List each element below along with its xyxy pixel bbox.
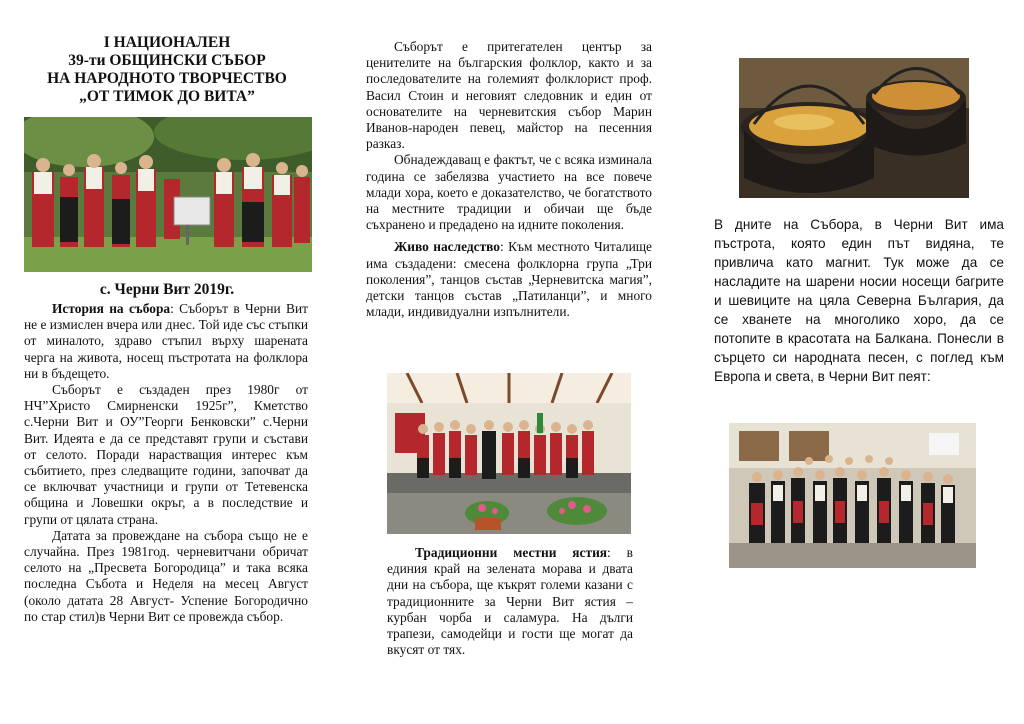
heritage-text: : Към местното Читалище има създадени: смесена фолклорна група „Три поколения”, танцов състав „Черневитска магия”, детски танцов състав „Патиланци”, и много млади, индивидуални изпълнители. (366, 239, 652, 320)
center-paragraph: Съборът е притегателен център за ценителите на българския фолклор, както и за последователите на големият фолклорист проф. Васил Стоин и неговият следовник и един от основателите на черневитския събор Марин Иванов-народен певец, майстор на песенния разказ. (366, 39, 652, 152)
food-label: Традиционни местни ястия (415, 545, 608, 560)
heritage-label: Живо наследство (394, 239, 500, 255)
title-line-2: 39-ти ОБЩИНСКИ СЪБОР (68, 52, 266, 69)
atmosphere-paragraph: В дните на Събора, в Черни Вит има пъстрота, която един път видяна, те привлича като магнит. Тук може да се насладите на шарени носии носещи багрите и шевиците на цяла Северна България, да се хванете на многолико хоро, да се потопите в красотата на Балкана. Понесли в сърцето си народната песен, с поглед към Европа и света, в Черни Вит пеят: (714, 217, 1004, 384)
food-paragraph (387, 545, 633, 658)
column-middle (366, 39, 652, 320)
place-and-year: с. Черни Вит 2019г. (99, 281, 235, 298)
heritage-paragraph (366, 239, 652, 320)
history-text: : Съборът в Черни Вит не е измислен вчера или днес. Той иде със стъпки от миналото, здраво стъпил върху шарената черга на живота, носещ пъстротата на фолклора ни в бъдещето. (24, 301, 308, 381)
column-right (714, 215, 1004, 386)
cauldrons-photo (734, 48, 974, 198)
group-photo-steps (729, 423, 976, 568)
youth-paragraph: Обнадеждаващ е фактът, че с всяка изминала година се забелязва участието на все повече млади хора, което е доказателство, че богатството на местните традиции и обичаи ще бъде съхранено и предадено на идните поколения. (366, 152, 652, 233)
title-line-3: НА НАРОДНОТО ТВОРЧЕСТВО (47, 70, 287, 87)
founding-paragraph: Съборът е създаден през 1980г от НЧ”Христо Смирненски 1925г”, Кметство с.Черни Вит и ОУ”Георги Бенковски” с.Черни Вит. Идеята е да се представят групи и състави от селото. Поради нарастващия интерес към събитието, през следващите години, започват да се включват участници и групи от Тетевенска община и Ловешки окръг, а в последствие и групи от цялата страна. (24, 382, 308, 527)
title-line-4: „ОТ ТИМОК ДО ВИТА” (79, 88, 255, 105)
food-text: : в единия край на зелената морава и двата дни на събора, ще къкрят големи казани с традиционните за Черни Вит ястия – курбан чорба и саламура. На дълги трапези, самодейци и гости ще могат да вкусят от тях. (387, 545, 633, 658)
brochure-title (22, 34, 312, 106)
stage-performance-photo (387, 373, 631, 534)
column-left (24, 301, 308, 625)
column-middle-bottom (387, 545, 633, 658)
history-label: История на събора (52, 301, 171, 316)
date-paragraph: Датата за провеждане на събора също не е случайна. През 1981год. черневитчани обричат селото на „Пресвета Богородица” и така всяка последна Събота и Неделя на месец Август (около датата 28 Август- Успение Богородично по стар стил)в Черни Вит се провежда събор. (24, 527, 308, 624)
history-paragraph (24, 301, 308, 382)
group-photo-outdoor (24, 117, 312, 272)
title-line-1: I НАЦИОНАЛЕН (103, 34, 231, 51)
